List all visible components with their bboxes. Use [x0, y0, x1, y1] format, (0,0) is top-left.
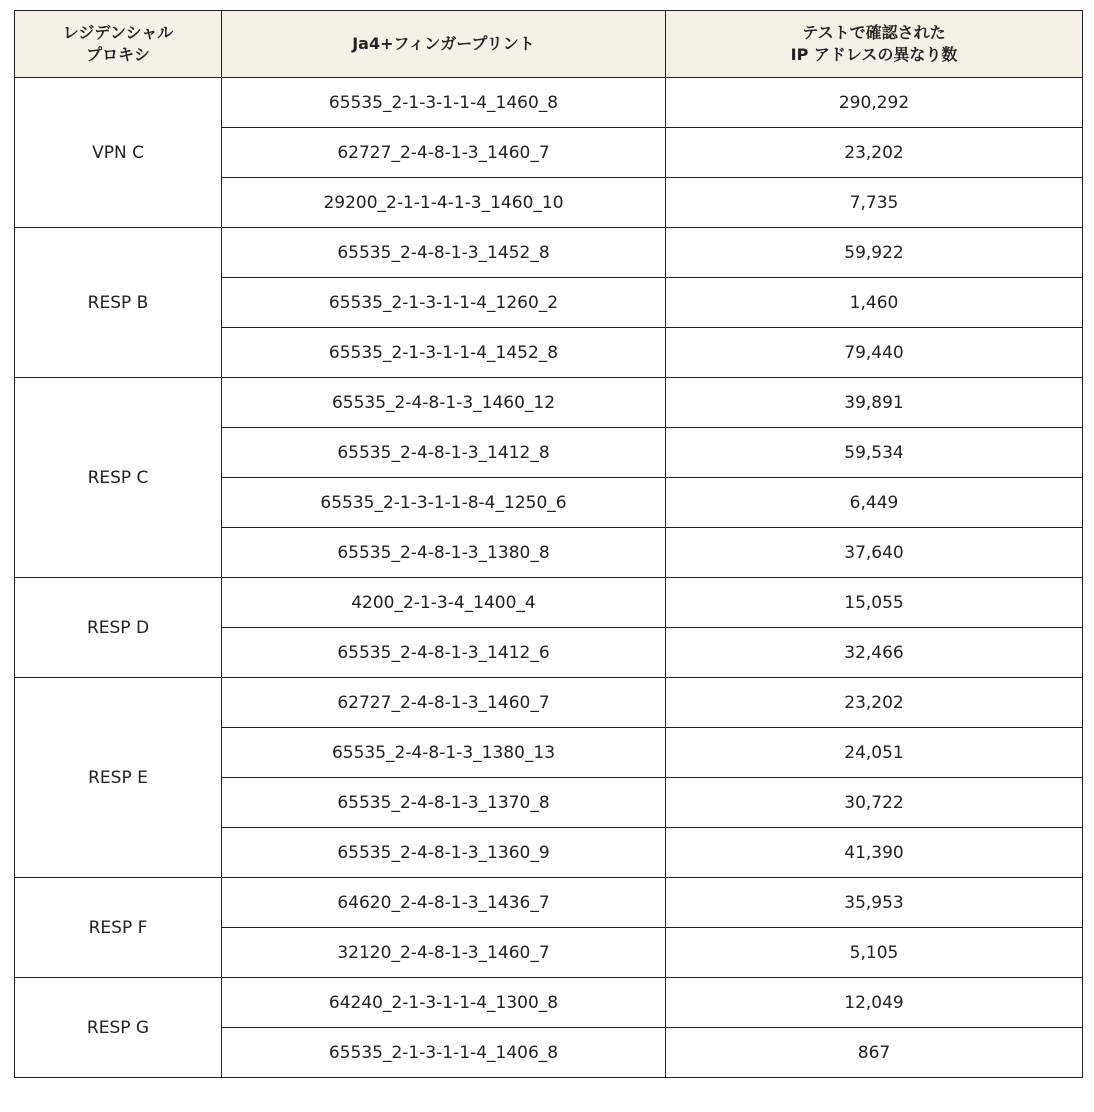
- header-fingerprint-line-1: Ja4+フィンガープリント: [352, 34, 535, 53]
- table-row: [15, 978, 1083, 1028]
- count-cell: 6,449: [666, 478, 1083, 528]
- header-count-line-2: IP アドレスの異なり数: [790, 45, 958, 64]
- fingerprint-cell: 62727_2-4-8-1-3_1460_7: [222, 128, 666, 178]
- count-cell: 30,722: [666, 778, 1083, 828]
- header-proxy-line-1: レジデンシャル: [62, 23, 174, 42]
- proxy-cell: VPN C: [15, 78, 222, 228]
- fingerprint-cell: 65535_2-4-8-1-3_1452_8: [222, 228, 666, 278]
- count-cell: 59,922: [666, 228, 1083, 278]
- fingerprint-cell: 4200_2-1-3-4_1400_4: [222, 578, 666, 628]
- fingerprint-cell: 65535_2-4-8-1-3_1380_8: [222, 528, 666, 578]
- fingerprint-cell: 65535_2-1-3-1-1-4_1460_8: [222, 78, 666, 128]
- count-cell: 7,735: [666, 178, 1083, 228]
- proxy-cell: RESP D: [15, 578, 222, 678]
- table-body: [15, 78, 1083, 1078]
- fingerprint-cell: 62727_2-4-8-1-3_1460_7: [222, 678, 666, 728]
- header-count-line-1: テストで確認された: [802, 23, 946, 42]
- proxy-cell: RESP C: [15, 378, 222, 578]
- header-count: [666, 11, 1083, 78]
- count-cell: 24,051: [666, 728, 1083, 778]
- table-row: [15, 678, 1083, 728]
- fingerprint-cell: 65535_2-1-3-1-1-8-4_1250_6: [222, 478, 666, 528]
- fingerprint-table: [14, 10, 1083, 1078]
- fingerprint-cell: 65535_2-1-3-1-1-4_1406_8: [222, 1028, 666, 1078]
- proxy-cell: RESP E: [15, 678, 222, 878]
- table-row: [15, 378, 1083, 428]
- count-cell: 32,466: [666, 628, 1083, 678]
- fingerprint-cell: 65535_2-4-8-1-3_1412_8: [222, 428, 666, 478]
- table-row: [15, 578, 1083, 628]
- count-cell: 15,055: [666, 578, 1083, 628]
- count-cell: 290,292: [666, 78, 1083, 128]
- fingerprint-cell: 65535_2-1-3-1-1-4_1452_8: [222, 328, 666, 378]
- fingerprint-cell: 64620_2-4-8-1-3_1436_7: [222, 878, 666, 928]
- count-cell: 23,202: [666, 128, 1083, 178]
- fingerprint-cell: 29200_2-1-1-4-1-3_1460_10: [222, 178, 666, 228]
- table-header: [15, 11, 1083, 78]
- fingerprint-cell: 65535_2-4-8-1-3_1412_6: [222, 628, 666, 678]
- fingerprint-cell: 65535_2-4-8-1-3_1460_12: [222, 378, 666, 428]
- count-cell: 79,440: [666, 328, 1083, 378]
- fingerprint-cell: 65535_2-1-3-1-1-4_1260_2: [222, 278, 666, 328]
- proxy-cell: RESP B: [15, 228, 222, 378]
- header-proxy-line-2: プロキシ: [86, 45, 150, 64]
- header-row: [15, 11, 1083, 78]
- count-cell: 12,049: [666, 978, 1083, 1028]
- count-cell: 23,202: [666, 678, 1083, 728]
- header-proxy: [15, 11, 222, 78]
- fingerprint-cell: 32120_2-4-8-1-3_1460_7: [222, 928, 666, 978]
- proxy-cell: RESP G: [15, 978, 222, 1078]
- count-cell: 35,953: [666, 878, 1083, 928]
- table-row: [15, 78, 1083, 128]
- count-cell: 37,640: [666, 528, 1083, 578]
- fingerprint-cell: 64240_2-1-3-1-1-4_1300_8: [222, 978, 666, 1028]
- count-cell: 1,460: [666, 278, 1083, 328]
- header-fingerprint: [222, 11, 666, 78]
- count-cell: 39,891: [666, 378, 1083, 428]
- fingerprint-cell: 65535_2-4-8-1-3_1380_13: [222, 728, 666, 778]
- count-cell: 59,534: [666, 428, 1083, 478]
- count-cell: 41,390: [666, 828, 1083, 878]
- table-row: [15, 228, 1083, 278]
- fingerprint-cell: 65535_2-4-8-1-3_1370_8: [222, 778, 666, 828]
- count-cell: 5,105: [666, 928, 1083, 978]
- proxy-cell: RESP F: [15, 878, 222, 978]
- count-cell: 867: [666, 1028, 1083, 1078]
- fingerprint-cell: 65535_2-4-8-1-3_1360_9: [222, 828, 666, 878]
- table-row: [15, 878, 1083, 928]
